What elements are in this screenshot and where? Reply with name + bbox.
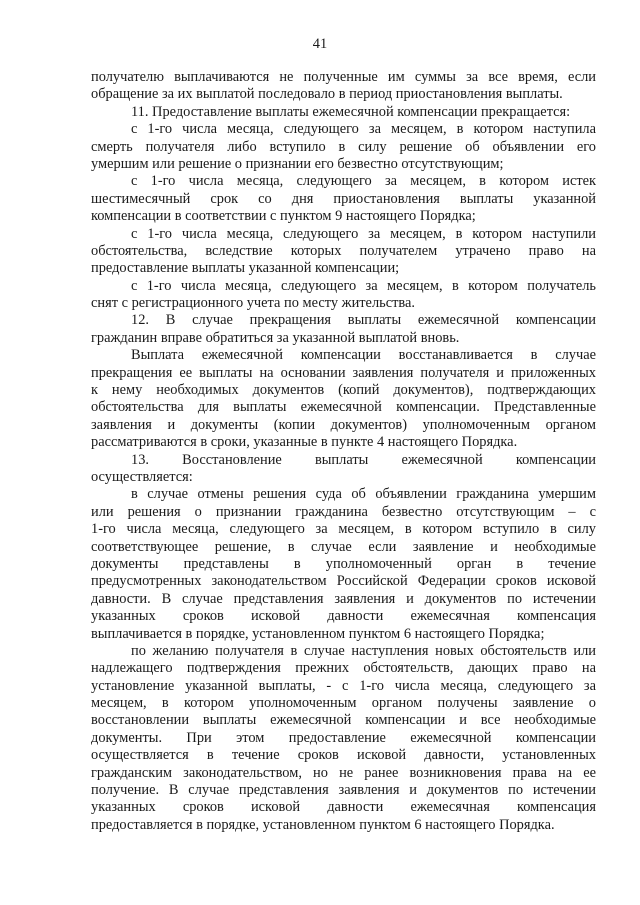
- text-line: умершим или решение о признании его безвестно отсутствующим;: [91, 155, 504, 172]
- text-line: Выплата ежемесячной компенсации восстанавливается в случае: [131, 347, 596, 364]
- paragraph: [91, 69, 596, 104]
- text-line: с 1-го числа месяца, следующего за месяцем, в котором получатель: [131, 277, 596, 294]
- page-number: 41: [312, 36, 328, 52]
- text-line: восстановлении выплаты ежемесячной компенсации и все необходимые: [91, 712, 596, 729]
- text-line: по желанию получателя в случае наступления новых обстоятельств или: [131, 642, 596, 659]
- document-body: [91, 69, 596, 834]
- text-line: смерть получателя либо вступило в силу решение об объявлении его: [91, 138, 596, 155]
- text-line: снят с регистрационного учета по месту жительства.: [91, 295, 415, 312]
- text-line: гражданским законодательством, но не ранее возникновения права на ее: [91, 764, 596, 781]
- paragraph: [91, 347, 596, 451]
- text-line: заявления и документы (копии документов) уполномоченным органом: [91, 416, 596, 433]
- text-line: выплачивается в порядке, установленном пунктом 6 настоящего Порядка;: [91, 625, 545, 642]
- text-line: документы. При этом предоставление ежемесячной компенсации: [91, 729, 596, 746]
- paragraph: [91, 643, 596, 834]
- paragraph: [91, 226, 596, 278]
- text-line: документы представлены в уполномоченный орган в течение: [91, 555, 596, 572]
- text-line: предусмотренных законодательством Российской Федерации сроков исковой: [91, 573, 596, 590]
- text-line: к нему необходимых документов (копий документов), подтверждающих: [91, 382, 596, 399]
- text-line: или решения о признании гражданина безвестно отсутствующим – с: [91, 503, 596, 520]
- text-line: получение. В случае представления заявления и документов по истечении: [91, 782, 596, 799]
- paragraph: [91, 104, 596, 121]
- text-line: указанных сроков исковой давности ежемесячная компенсация: [91, 608, 596, 625]
- text-line: 11. Предоставление выплаты ежемесячной компенсации прекращается:: [131, 103, 571, 120]
- text-line: с 1-го числа месяца, следующего за месяцем, в котором наступили: [131, 225, 596, 242]
- text-line: 12. В случае прекращения выплаты ежемесячной компенсации: [131, 312, 596, 329]
- text-line: соответствующее решение, в случае если заявление и необходимые: [91, 538, 596, 555]
- text-line: гражданин вправе обратиться за указанной выплатой вновь.: [91, 329, 460, 346]
- text-line: 1-го числа месяца, следующего за месяцем, в котором вступило в силу: [91, 521, 596, 538]
- text-line: 13. Восстановление выплаты ежемесячной компенсации: [131, 451, 596, 468]
- text-line: предоставляется в порядке, установленном пунктом 6 настоящего Порядка.: [91, 816, 555, 833]
- text-line: компенсации в соответствии с пунктом 9 настоящего Порядка;: [91, 208, 476, 225]
- text-line: получателю выплачиваются не полученные им суммы за все время, если: [91, 69, 596, 85]
- text-line: указанных сроков исковой давности ежемесячная компенсация: [91, 799, 596, 816]
- text-line: прекращения ее выплаты на основании заявления получателя и приложенных: [91, 364, 596, 381]
- text-line: предоставление выплаты указанной компенсации;: [91, 260, 400, 277]
- paragraph: [91, 486, 596, 643]
- paragraph: [91, 121, 596, 173]
- text-line: обстоятельства, вследствие которых получателем утрачено право на: [91, 242, 596, 259]
- text-line: осуществляется:: [91, 468, 193, 485]
- text-line: давности. В случае представления заявления и документов по истечении: [91, 590, 596, 607]
- text-line: с 1-го числа месяца, следующего за месяцем, в котором наступила: [131, 121, 596, 138]
- text-line: рассматриваются в сроки, указанные в пункте 4 настоящего Порядка.: [91, 434, 518, 451]
- text-line: обстоятельства для выплаты ежемесячной компенсации. Представленные: [91, 399, 596, 416]
- text-line: шестимесячный срок со дня приостановления выплаты указанной: [91, 190, 596, 207]
- text-line: установление указанной выплаты, - с 1-го числа месяца, следующего за: [91, 677, 596, 694]
- text-line: надлежащего подтверждения прежних обстоятельств, дающих право на: [91, 660, 596, 677]
- paragraph: [91, 312, 596, 347]
- text-line: осуществляется в течение сроков исковой давности, установленных: [91, 747, 596, 764]
- paragraph: [91, 278, 596, 313]
- paragraph: [91, 452, 596, 487]
- paragraph: [91, 173, 596, 225]
- text-line: месяцем, в котором уполномоченным органом получены заявление о: [91, 695, 596, 712]
- text-line: с 1-го числа месяца, следующего за месяцем, в котором истек: [131, 173, 596, 190]
- text-line: обращение за их выплатой последовало в период приостановления выплаты.: [91, 86, 563, 103]
- text-line: в случае отмены решения суда об объявлении гражданина умершим: [131, 486, 596, 503]
